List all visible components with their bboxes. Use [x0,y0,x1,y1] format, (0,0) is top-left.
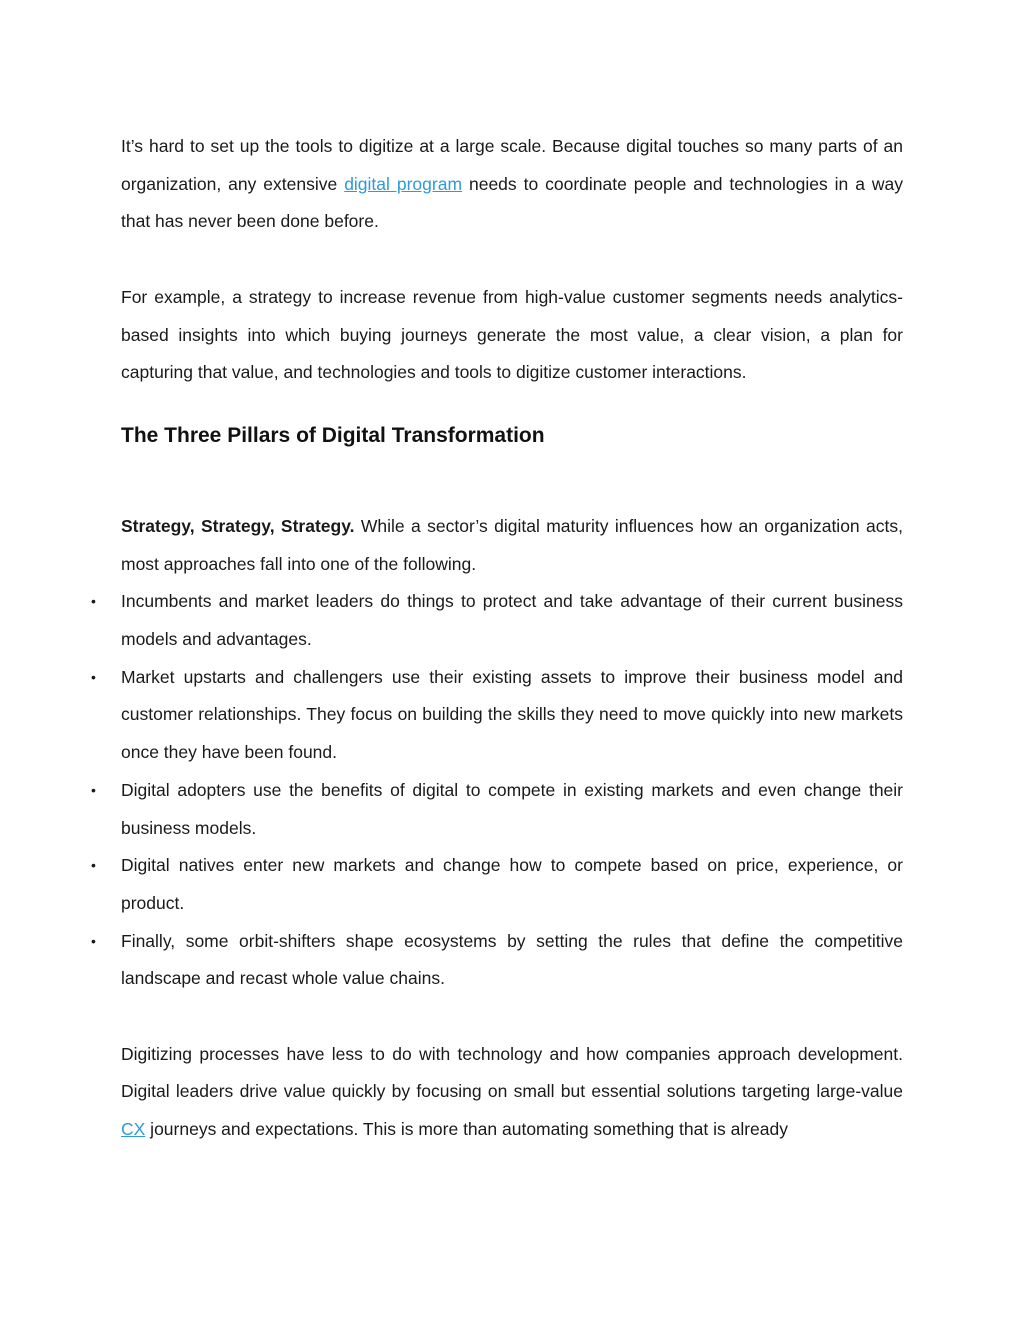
bullet-icon: • [91,781,96,798]
list-item-text: Digital adopters use the benefits of digital to compete in existing markets and even change their business models. [121,779,903,838]
bullet-icon: • [91,932,96,949]
processes-text-start: Digitizing processes have less to do with technology and how companies approach development. Digital leaders drive value quickly by focusing on small but essential solutions targeting large-value [121,1043,903,1102]
list-item-text: Digital natives enter new markets and change how to compete based on price, experience, or product. [121,855,903,913]
intro-paragraph [121,128,903,241]
list-item [91,659,903,772]
document-page [91,128,904,1149]
list-item [91,583,903,658]
bullet-icon: • [91,593,96,610]
list-item [91,847,903,922]
strategy-text: While a sector’s digital maturity influences how an organization acts, most approaches fall into one of the following. [121,515,903,574]
list-item-text: Finally, some orbit-shifters shape ecosystems by setting the rules that define the competitive landscape and recast whole value chains. [121,930,903,989]
cx-link[interactable]: CX [121,1119,146,1140]
processes-paragraph [121,1036,903,1149]
intro-text-end: needs to coordinate people and technologies in a way that has never been done before. [121,173,904,232]
list-item-text: Incumbents and market leaders do things to protect and take advantage of their current business models and advantages. [121,591,903,650]
processes-text-end: journeys and expectations. This is more than automating something that is already [145,1119,788,1140]
strategy-paragraph [121,508,903,583]
list-item [91,772,903,847]
bullet-icon: • [91,857,96,874]
list-item [91,923,903,998]
example-paragraph: For example, a strategy to increase revenue from high-value customer segments needs analytics-based insights into which buying journeys generate the most value, a clear vision, a plan for capturing that value, and technologies and tools to digitize customer interactions. [121,286,903,383]
digital-program-link[interactable]: digital program [344,173,463,194]
list-item-text: Market upstarts and challengers use their existing assets to improve their business model and customer relationships. They focus on building the skills they need to move quickly into new markets once they have been found. [121,666,903,763]
approaches-list [91,583,903,998]
bullet-icon: • [91,668,96,685]
strategy-lead: Strategy, Strategy, Strategy. [121,515,355,536]
intro-text-start: It’s hard to set up the tools to digitize at a large scale. Because digital touches so many parts of an organization, any extensive [121,136,903,194]
section-heading: The Three Pillars of Digital Transformation [121,423,545,447]
